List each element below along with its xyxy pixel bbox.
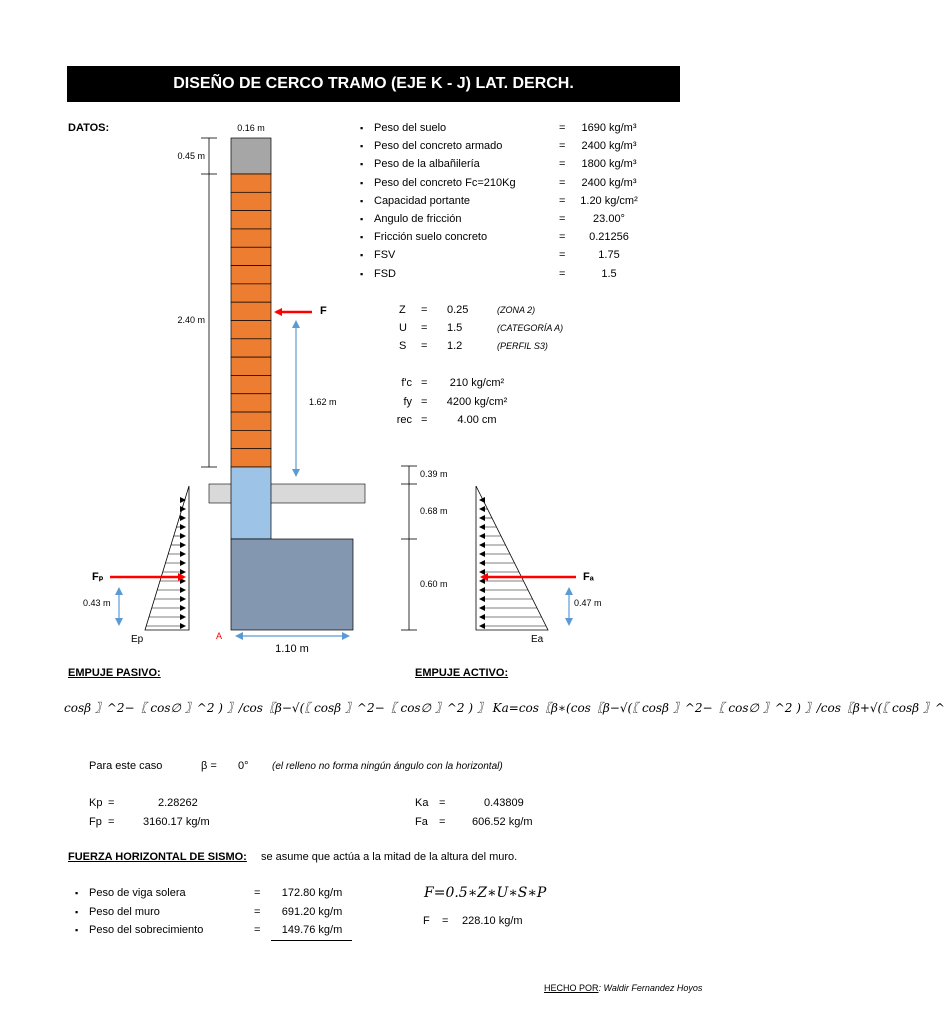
fp-label: Fp <box>89 816 102 828</box>
fa-eq: = <box>439 816 446 828</box>
material-param-eq: = <box>421 414 428 426</box>
fp-value: 3160.17 kg/m <box>143 816 210 828</box>
datos-item-label: ▪ Angulo de fricción <box>374 213 461 225</box>
sismo-param-eq: = <box>421 340 428 352</box>
label-ep: Ep <box>131 634 144 645</box>
sismo-param-sym: U <box>399 322 407 334</box>
brick-course <box>231 229 271 247</box>
sismo-item-label: ▪ Peso de viga solera <box>89 887 186 899</box>
datos-item-label: ▪ Peso de la albañilería <box>374 158 480 170</box>
label-h-043: 0.43 m <box>83 598 111 608</box>
sismo-item-label: ▪ Peso del muro <box>89 906 160 918</box>
label-h-039: 0.39 m <box>420 469 448 479</box>
datos-item-value: 2400 kg/m³ <box>581 176 637 189</box>
fp-eq: = <box>108 816 115 828</box>
datos-item-eq: = <box>559 122 566 134</box>
kp-value: 2.28262 <box>158 797 198 809</box>
label-h-047: 0.47 m <box>574 598 602 608</box>
label-h-060: 0.60 m <box>420 579 448 589</box>
datos-item-eq: = <box>559 249 566 262</box>
datos-item-value: 2400 kg/m³ <box>581 140 637 153</box>
caso-beta: β = <box>201 760 217 772</box>
sismo-param-value: 1.5 <box>447 322 463 334</box>
active-pressure-triangle <box>476 486 548 630</box>
footer-label: HECHO POR <box>544 983 599 993</box>
datos-item-label: ▪ Peso del suelo <box>374 122 446 134</box>
brick-course <box>231 394 271 412</box>
datos-item-eq: = <box>559 158 566 171</box>
material-param-eq: = <box>421 377 428 389</box>
kp-eq: = <box>108 797 115 809</box>
datos-item-value: 1.20 kg/cm² <box>580 194 638 207</box>
datos-item-label: ▪ Fricción suelo concreto <box>374 231 487 243</box>
sismo-param-sym: Z <box>399 304 406 316</box>
label-force: F <box>320 305 327 317</box>
label-h-068: 0.68 m <box>420 506 448 516</box>
brick-course <box>231 375 271 393</box>
brick-course <box>231 357 271 375</box>
material-param-eq: = <box>421 395 428 408</box>
empuje-activo-label: EMPUJE ACTIVO: <box>415 667 509 679</box>
label-h-force: 1.62 m <box>309 397 337 407</box>
datos-item-value: 1.75 <box>598 249 620 262</box>
datos-item-value: 1.5 <box>601 267 617 280</box>
sum-rule <box>271 940 352 941</box>
label-point-a: A <box>216 631 223 641</box>
brick-course <box>231 321 271 339</box>
sismo-param-value: 1.2 <box>447 340 463 352</box>
datos-item-label: ▪ FSD <box>374 268 396 280</box>
brick-course <box>231 412 271 430</box>
material-param-sym: f'c <box>401 377 412 389</box>
material-param-sym: rec <box>396 414 412 426</box>
label-h-top: 0.45 m <box>177 151 205 161</box>
brick-course <box>231 192 271 210</box>
material-param-value: 4.00 cm <box>457 414 497 426</box>
caso-value: 0° <box>238 760 249 772</box>
datos-item-eq: = <box>559 140 566 153</box>
page-title: DISEÑO DE CERCO TRAMO (EJE K - J) LAT. DERCH. <box>67 66 680 102</box>
sismo-note: se asume que actúa a la mitad de la altura del muro. <box>261 851 518 863</box>
datos-item-value: 1800 kg/m³ <box>581 158 637 171</box>
brick-course <box>231 266 271 284</box>
ka-value: 0.43809 <box>484 797 524 809</box>
datos-item-eq: = <box>559 231 566 244</box>
empuje-pasivo-label: EMPUJE PASIVO: <box>68 667 161 679</box>
material-param-sym: fy <box>403 395 412 408</box>
datos-item-value: 23.00° <box>593 213 625 225</box>
datos-item-label: ▪ Peso del concreto Fc=210Kg <box>374 177 516 189</box>
ka-eq: = <box>439 797 446 809</box>
kp-label: Kp <box>89 797 103 809</box>
label-h-wall: 2.40 m <box>177 315 205 325</box>
datos-item-eq: = <box>559 194 566 207</box>
sismo-item-eq: = <box>254 905 261 918</box>
label-top-width: 0.16 m <box>237 123 265 133</box>
footer <box>544 983 702 993</box>
sismo-item-value: 172.80 kg/m <box>281 887 343 899</box>
datos-item-label: ▪ Capacidad portante <box>374 195 470 207</box>
sismo-label: FUERZA HORIZONTAL DE SISMO: <box>68 851 247 863</box>
sismo-param-eq: = <box>421 322 428 334</box>
f-result-eq: = <box>442 915 449 927</box>
passive-pressure-triangle <box>145 486 189 630</box>
sismo-param-note: (PERFIL S3) <box>497 341 548 351</box>
f-formula: 𝐹=0.5∗𝑍∗𝑈∗𝑆∗𝑃 <box>424 885 547 901</box>
brick-wall <box>231 174 271 467</box>
sismo-param-note: (ZONA 2) <box>497 305 536 315</box>
datos-item-label: ▪ FSV <box>374 249 395 261</box>
label-fa: Fₐ <box>583 571 594 583</box>
sismo-item-value: 149.76 kg/m <box>281 924 343 936</box>
brick-course <box>231 284 271 302</box>
fa-label: Fa <box>415 816 428 828</box>
f-result-value: 228.10 kg/m <box>462 915 523 927</box>
sismo-item-eq: = <box>254 924 261 936</box>
caso-note: (el relleno no forma ningún ángulo con la horizontal) <box>272 761 503 772</box>
fa-value: 606.52 kg/m <box>472 816 533 828</box>
f-result-label: F <box>423 915 430 927</box>
formula-line: cos𝛽 〗^2−〖 cos∅ 〗^2 ) 〗/cos〖𝛽−√(〖 cos𝛽 〗^2−〖 cos∅ 〗^2 ) 〗 𝐾𝑎=cos〖𝛽∗(cos〖𝛽−√(〖 cos𝛽 〗^2−〖 cos∅ 〗^2 ) 〗/cos〖𝛽+√(〖 cos𝛽 〗^ <box>64 701 945 715</box>
sobrecimiento <box>231 467 271 539</box>
brick-course <box>231 449 271 467</box>
material-param-value: 210 kg/cm² <box>449 377 505 389</box>
ka-label: Ka <box>415 797 429 809</box>
label-fp: Fₚ <box>92 571 104 583</box>
brick-course <box>231 174 271 192</box>
datos-label: DATOS: <box>68 122 110 134</box>
sismo-item-value: 691.20 kg/m <box>281 905 343 918</box>
caso-label: Para este caso <box>89 760 163 772</box>
datos-item-value: 1690 kg/m³ <box>581 122 637 134</box>
sismo-param-note: (CATEGORÍA A) <box>497 323 564 333</box>
datos-item-value: 0.21256 <box>589 231 629 244</box>
sismo-param-sym: S <box>399 340 407 352</box>
datos-item-eq: = <box>559 267 566 280</box>
brick-course <box>231 247 271 265</box>
sismo-param-value: 0.25 <box>447 304 469 316</box>
label-base-width: 1.10 m <box>275 643 309 655</box>
brick-course <box>231 302 271 320</box>
viga-solera <box>231 138 271 174</box>
sismo-item-eq: = <box>254 887 261 899</box>
datos-item-label: ▪ Peso del concreto armado <box>374 140 502 152</box>
brick-course <box>231 339 271 357</box>
datos-item-eq: = <box>559 213 566 225</box>
material-param-value: 4200 kg/cm² <box>446 395 508 408</box>
footer-name: : Waldir Fernandez Hoyos <box>598 983 703 993</box>
brick-course <box>231 430 271 448</box>
brick-course <box>231 211 271 229</box>
cimiento <box>231 539 353 630</box>
sismo-item-label: ▪ Peso del sobrecimiento <box>89 924 203 936</box>
label-ea: Ea <box>531 634 544 645</box>
sismo-param-eq: = <box>421 304 428 316</box>
datos-item-eq: = <box>559 176 566 189</box>
